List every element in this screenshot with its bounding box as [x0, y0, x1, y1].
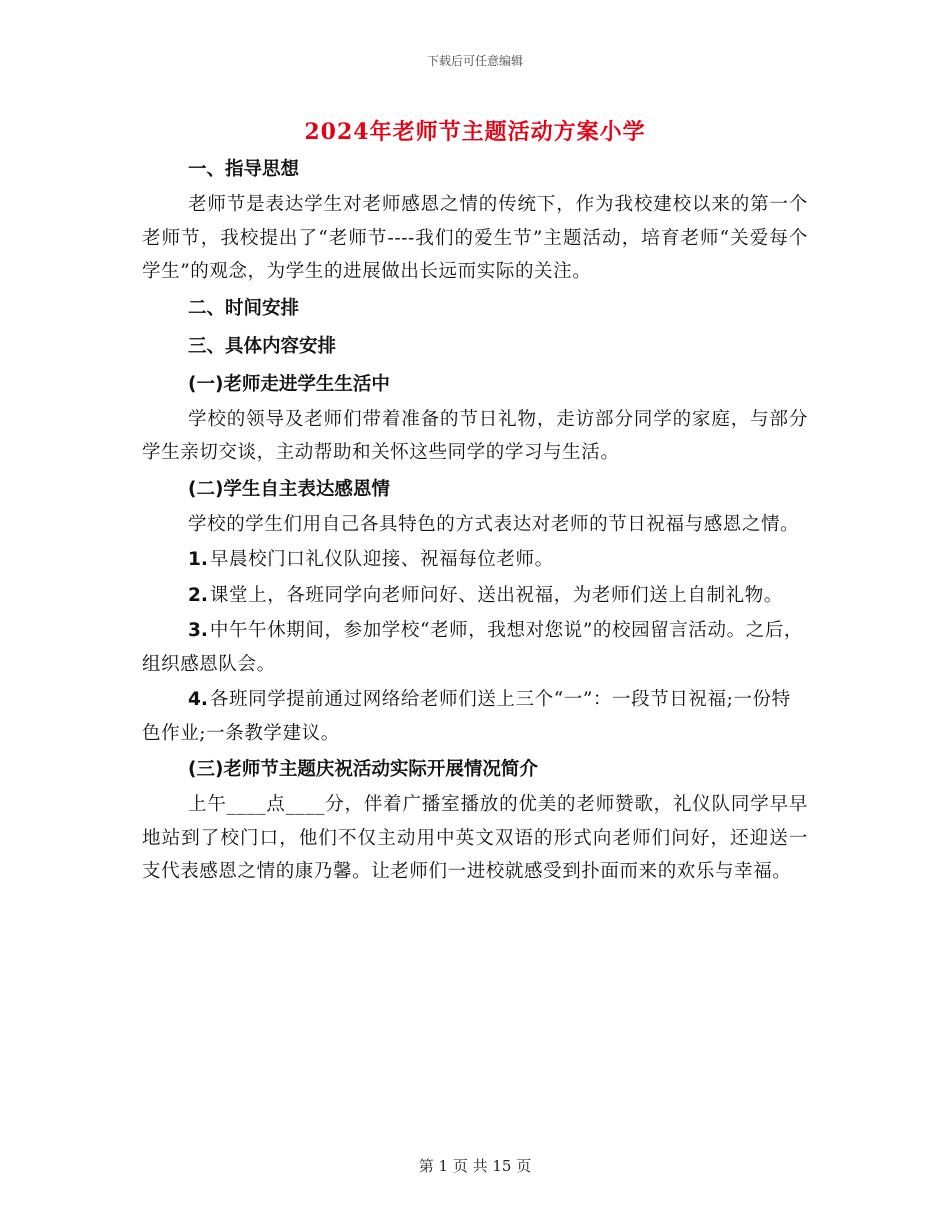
list-item-text: 课堂上，各班同学向老师问好、送出祝福，为老师们送上自制礼物。	[209, 584, 783, 606]
list-item-text: 各班同学提前通过网络给老师们送上三个“一”：一段节日祝福;一份特色作业;一条教学建议。	[142, 689, 791, 744]
paragraph-subsection-3: 上午____点____分，伴着广播室播放的优美的老师赞歌，礼仪队同学早早地站到了校门口，他们不仅主动用中英文双语的形式向老师们问好，还迎送一支代表感恩之情的康乃馨。让老师们一进校就感受到扑面而来的欢乐与幸福。	[142, 794, 808, 882]
section-heading-guiding-thought: 一、指导思想	[188, 159, 300, 180]
subsection-heading-1: (一)老师走进学生生活中	[188, 373, 390, 395]
list-item-number: 1.	[188, 549, 208, 570]
header-note: 下载后可任意编辑	[426, 54, 523, 68]
list-item-number: 3.	[188, 620, 208, 641]
list-item	[142, 543, 808, 577]
paragraph-subsection-1: 学校的领导及老师们带着准备的节日礼物，走访部分同学的家庭，与部分学生亲切交谈，主动帮助和关怀这些同学的学习与生活。	[142, 408, 808, 463]
list-item-text: 早晨校门口礼仪队迎接、祝福每位老师。	[209, 549, 554, 570]
page-footer: 第 1 页 共 15 页	[418, 1157, 532, 1175]
document-title: 2024年老师节主题活动方案小学	[304, 119, 646, 145]
list-item-text: 中午午休期间，参加学校“老师，我想对您说”的校园留言活动。之后，组织感恩队会。	[142, 620, 804, 675]
list-item-number: 4.	[188, 689, 208, 710]
paragraph-subsection-2: 学校的学生们用自己各具特色的方式表达对老师的节日祝福与感恩之情。	[188, 513, 800, 535]
paragraph-guiding-thought: 老师节是表达学生对老师感恩之情的传统下，作为我校建校以来的第一个老师节，我校提出了“老师节----我们的爱生节”主题活动，培育老师“关爱每个学生”的观念，为学生的进展做出长远而实际的关注。	[142, 194, 808, 282]
section-heading-schedule: 二、时间安排	[188, 297, 300, 319]
list-item	[142, 614, 808, 681]
list-item	[142, 579, 808, 613]
section-heading-content: 三、具体内容安排	[188, 335, 337, 357]
list-item	[142, 683, 808, 750]
subsection-heading-2: (二)学生自主表达感恩情	[188, 478, 390, 500]
subsection-heading-3: (三)老师节主题庆祝活动实际开展情况简介	[188, 759, 538, 780]
list-item-number: 2.	[188, 584, 208, 606]
document-body	[142, 150, 808, 891]
